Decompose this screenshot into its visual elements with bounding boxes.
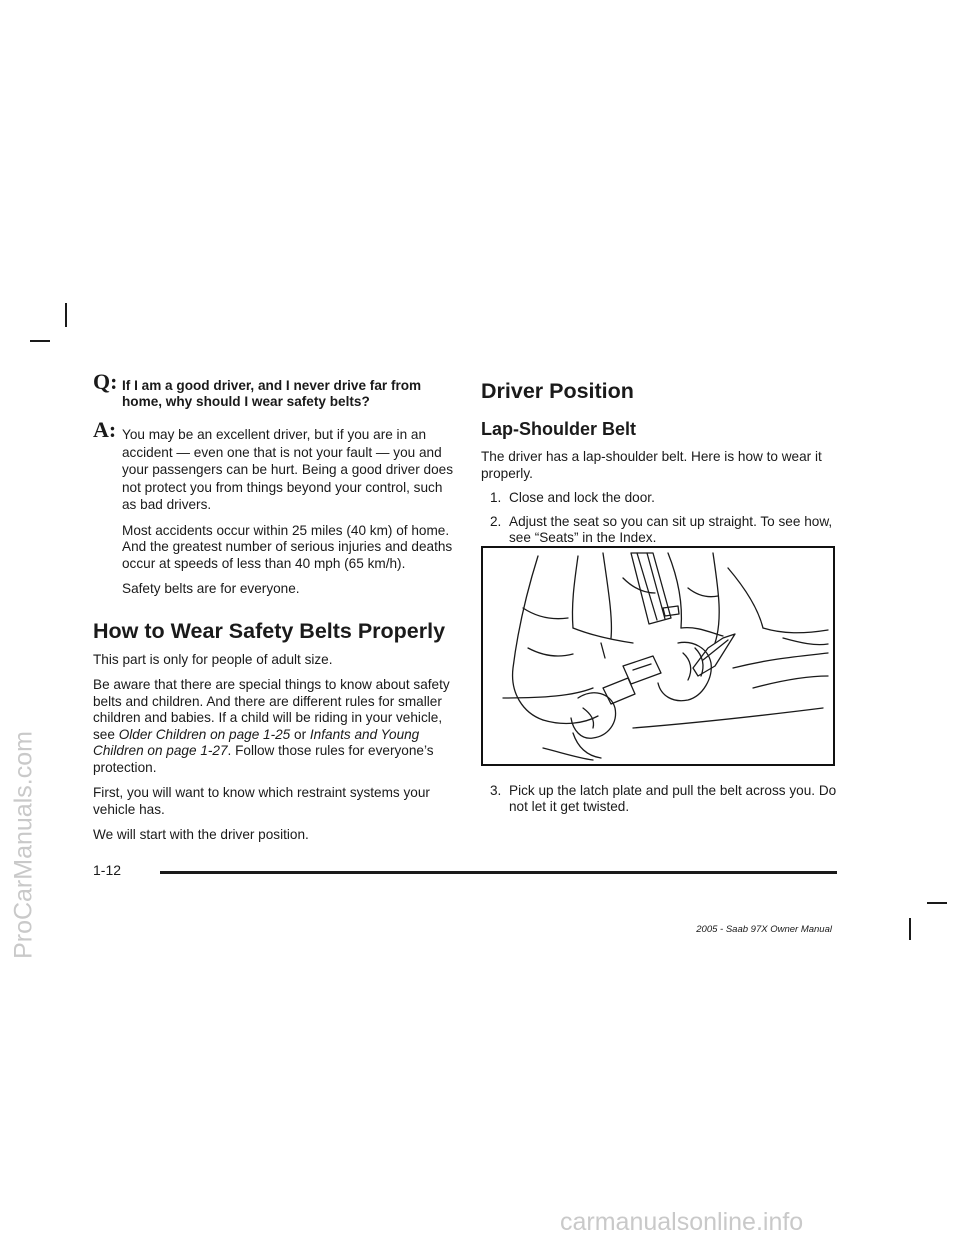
step-text: Adjust the seat so you can sit up straight. To see how, see “Seats” in the Index. (509, 514, 833, 545)
crop-mark-top-horizontal (30, 340, 50, 342)
how-paragraph-2-text-b: or (290, 726, 310, 742)
seatbelt-drawing (483, 548, 833, 764)
steps-list-bottom (481, 783, 841, 815)
how-to-wear-heading: How to Wear Safety Belts Properly (93, 618, 446, 643)
driver-position-heading: Driver Position (481, 379, 634, 403)
answer-paragraph-2: Most accidents occur within 25 miles (40 km) of home. And the greatest number of serious injuries and deaths occur at speeds of less than 40 mph (65 km/h). (122, 522, 453, 571)
steps-list-top (481, 490, 841, 546)
how-paragraph-1: This part is only for people of adult size. (93, 651, 333, 667)
side-watermark-text: ProCarManuals.com (9, 731, 38, 959)
footer-rule (160, 871, 837, 874)
crop-mark-bottom-horizontal (927, 902, 947, 904)
question-block (93, 369, 459, 410)
seatbelt-illustration (481, 546, 835, 766)
older-children-link[interactable]: Older Children on page 1-25 (118, 726, 291, 742)
question-mark-label: Q: (93, 369, 118, 394)
manual-title: 2005 - Saab 97X Owner Manual (696, 924, 832, 935)
answer-text: You may be an excellent driver, but if you are in an accident — even one that is not your fault — you and your passengers can be hurt. Being a good driver does not protect you from things beyond your control, such as bad drivers. (122, 427, 453, 512)
driver-intro: The driver has a lap-shoulder belt. Here is how to wear it properly. (481, 449, 822, 481)
left-column (93, 369, 459, 844)
step-number: 3. (490, 783, 502, 798)
side-watermark (4, 525, 44, 1165)
lap-shoulder-belt-heading: Lap-Shoulder Belt (481, 419, 637, 439)
answer-mark-label: A: (93, 417, 117, 442)
step-text: Close and lock the door. (509, 490, 655, 505)
infants-young-children-link[interactable]: Infants and Young Children on page 1-27 (93, 726, 420, 758)
crop-mark-bottom-vertical (909, 918, 911, 940)
how-paragraph-4: We will start with the driver position. (93, 827, 309, 842)
step-item (481, 490, 841, 506)
answer-paragraph-3: Safety belts are for everyone. (122, 581, 300, 596)
bottom-watermark: carmanualsonline.info (560, 1208, 804, 1236)
question-text: If I am a good driver, and I never drive far from home, why should I wear safety belts? (122, 378, 422, 409)
how-paragraph-3: First, you will want to know which restraint systems your vehicle has. (93, 785, 430, 817)
step-text: Pick up the latch plate and pull the belt across you. Do not let it get twisted. (509, 783, 837, 814)
step-number: 1. (490, 490, 502, 505)
step-number: 2. (490, 514, 502, 529)
answer-block (93, 417, 459, 514)
right-column (481, 378, 841, 546)
how-paragraph-2-text-c: . Follow those rules for everyone’s protection. (93, 743, 434, 775)
how-paragraph-2 (93, 677, 459, 776)
crop-mark-top-vertical (65, 303, 67, 327)
page-number: 1-12 (93, 862, 122, 878)
step-item (481, 514, 841, 546)
step-item (481, 783, 841, 815)
how-paragraph-2-text-a: Be aware that there are special things to know about safety belts and children. And there are different rules for smaller children and babies. If a child will be riding in your vehicle, see (93, 677, 450, 742)
